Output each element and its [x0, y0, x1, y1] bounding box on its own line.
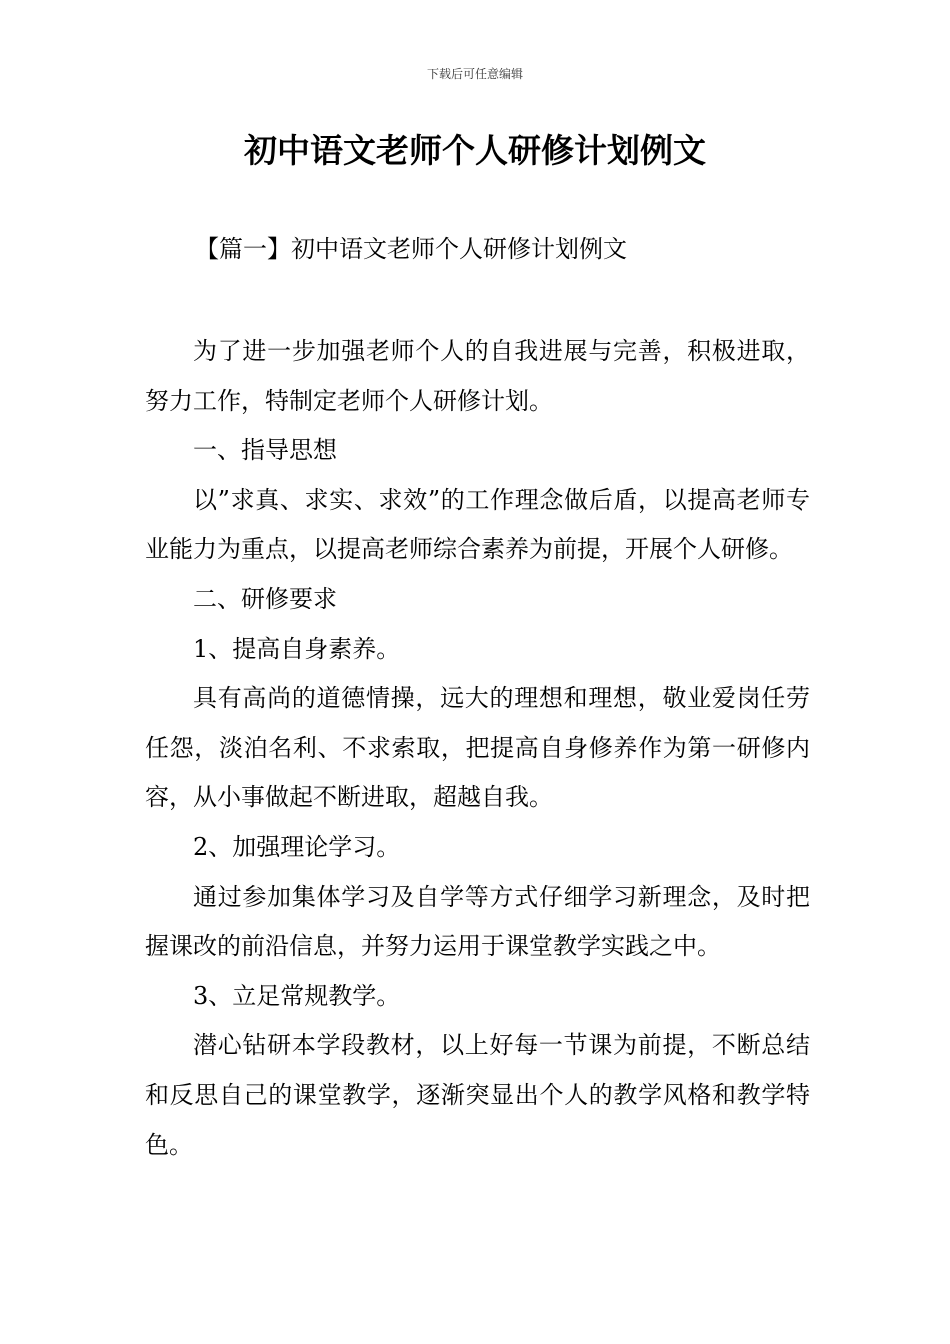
document-body — [145, 327, 810, 1170]
heading-guiding-idea: 一、指导思想 — [193, 436, 337, 465]
header-note: 下载后可任意编辑 — [426, 67, 523, 81]
subheading-routine-teaching: 3、立足常规教学。 — [193, 981, 401, 1010]
paragraph-guiding-idea: 以”求真、求实、求效”的工作理念做后盾，以提高老师专业能力为重点，以提高老师综合素养为前提，开展个人研修。 — [145, 485, 810, 564]
paragraph-intro: 为了进一步加强老师个人的自我进展与完善，积极进取，努力工作，特制定老师个人研修计划。 — [145, 337, 810, 415]
paragraph-theory-study: 通过参加集体学习及自学等方式仔细学习新理念，及时把握课改的前沿信息，并努力运用于课堂教学实践之中。 — [145, 882, 810, 961]
heading-requirements: 二、研修要求 — [193, 584, 337, 613]
subheading-self-quality: 1、提高自身素养。 — [193, 634, 401, 663]
subheading-theory-study: 2、加强理论学习。 — [193, 832, 401, 861]
document-title: 初中语文老师个人研修计划例文 — [244, 131, 706, 170]
paragraph-routine-teaching: 潜心钻研本学段教材，以上好每一节课为前提，不断总结和反思自己的课堂教学，逐渐突显出个人的教学风格和教学特色。 — [145, 1031, 810, 1159]
section-heading: 【篇一】初中语文老师个人研修计划例文 — [195, 235, 627, 263]
paragraph-self-quality: 具有高尚的道德情操，远大的理想和理想，敬业爱岗任劳任怨，淡泊名利、不求索取，把提高自身修养作为第一研修内容，从小事做起不断进取，超越自我。 — [145, 684, 810, 812]
